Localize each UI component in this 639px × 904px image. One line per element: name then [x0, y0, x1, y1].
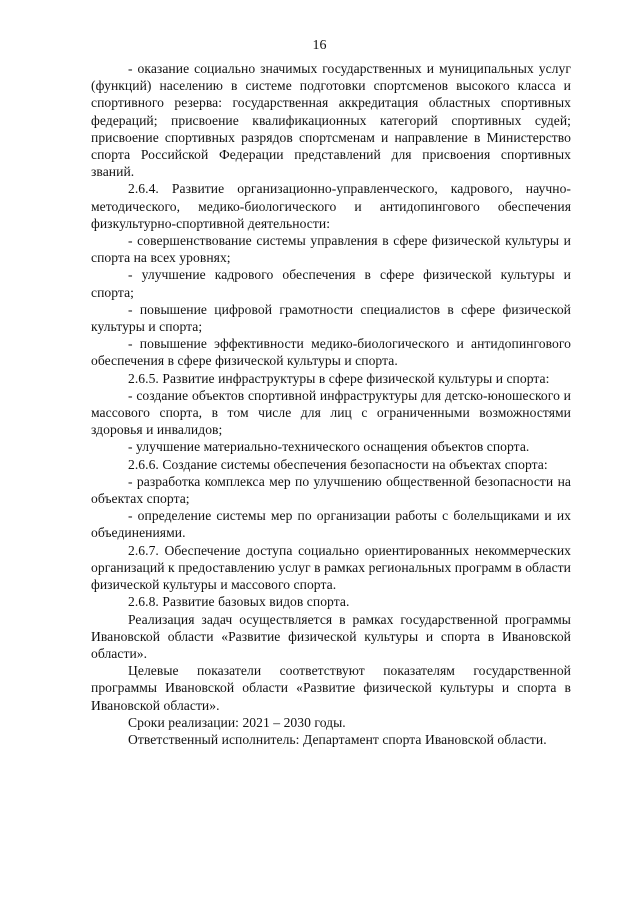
paragraph-security-bullet: - разработка комплекса мер по улучшению общественной безопасности на объектах спорта;: [91, 473, 571, 507]
paragraph-responsible-executor: Ответственный исполнитель: Департамент спорта Ивановской области.: [128, 731, 547, 747]
paragraph-section-2-6-7: 2.6.7. Обеспечение доступа социально ориентированных некоммерческих организаций к предоставлению услуг в рамках региональных программ в области физической культуры и массового спорта.: [91, 542, 571, 593]
paragraph-section-2-6-5: 2.6.5. Развитие инфраструктуры в сфере физической культуры и спорта:: [128, 370, 550, 386]
paragraph-section-2-6-6: 2.6.6. Создание системы обеспечения безопасности на объектах спорта:: [128, 456, 548, 472]
paragraph-staffing-bullet: - улучшение кадрового обеспечения в сфере физической культуры и спорта;: [91, 267, 571, 300]
paragraph-timeline: Сроки реализации: 2021 – 2030 годы.: [128, 714, 346, 730]
document-body: [91, 60, 571, 748]
paragraph-digital-literacy-bullet: - повышение цифровой грамотности специалистов в сфере физической культуры и спорта;: [91, 301, 571, 335]
page-number: 16: [312, 38, 327, 53]
paragraph-section-2-6-8: 2.6.8. Развитие базовых видов спорта.: [128, 594, 350, 610]
paragraph-medical-bullet: - повышение эффективности медико-биологического и антидопингового обеспечения в сфере физической культуры и спорта.: [91, 336, 571, 369]
paragraph-services-bullet: - оказание социально значимых государственных и муниципальных услуг (функций) населению в системе подготовки спортсменов высокого класса и спортивного резерва: государственная аккредитация областных спортивных федераций; присвоение квалификационных категорий спортивных судей; присвоение спортивных разрядов спортсменам и направление в Министерство спорта Российской Федерации представлений для присвоения спортивных званий.: [91, 61, 571, 180]
paragraph-fans-bullet: - определение системы мер по организации работы с болельщиками и их объединениями.: [91, 508, 571, 541]
paragraph-management-bullet: - совершенствование системы управления в сфере физической культуры и спорта на всех уровнях;: [91, 233, 571, 266]
paragraph-target-indicators: Целевые показатели соответствуют показателям государственной программы Ивановской области «Развитие физической культуры и спорта в Ивановской области».: [91, 663, 571, 713]
paragraph-equipment-bullet: - улучшение материально-технического оснащения объектов спорта.: [128, 439, 530, 455]
paragraph-implementation: Реализация задач осуществляется в рамках государственной программы Ивановской области «Развитие физической культуры и спорта в Ивановской области».: [91, 611, 571, 661]
paragraph-infrastructure-bullet: - создание объектов спортивной инфраструктуры для детско-юношеского и массового спорта, в том числе для лиц с ограниченными возможностями здоровья и инвалидов;: [91, 387, 571, 438]
paragraph-section-2-6-4: 2.6.4. Развитие организационно-управленческого, кадрового, научно-методического, медико-биологического и антидопингового обеспечения физкультурно-спортивной деятельности:: [91, 181, 571, 231]
